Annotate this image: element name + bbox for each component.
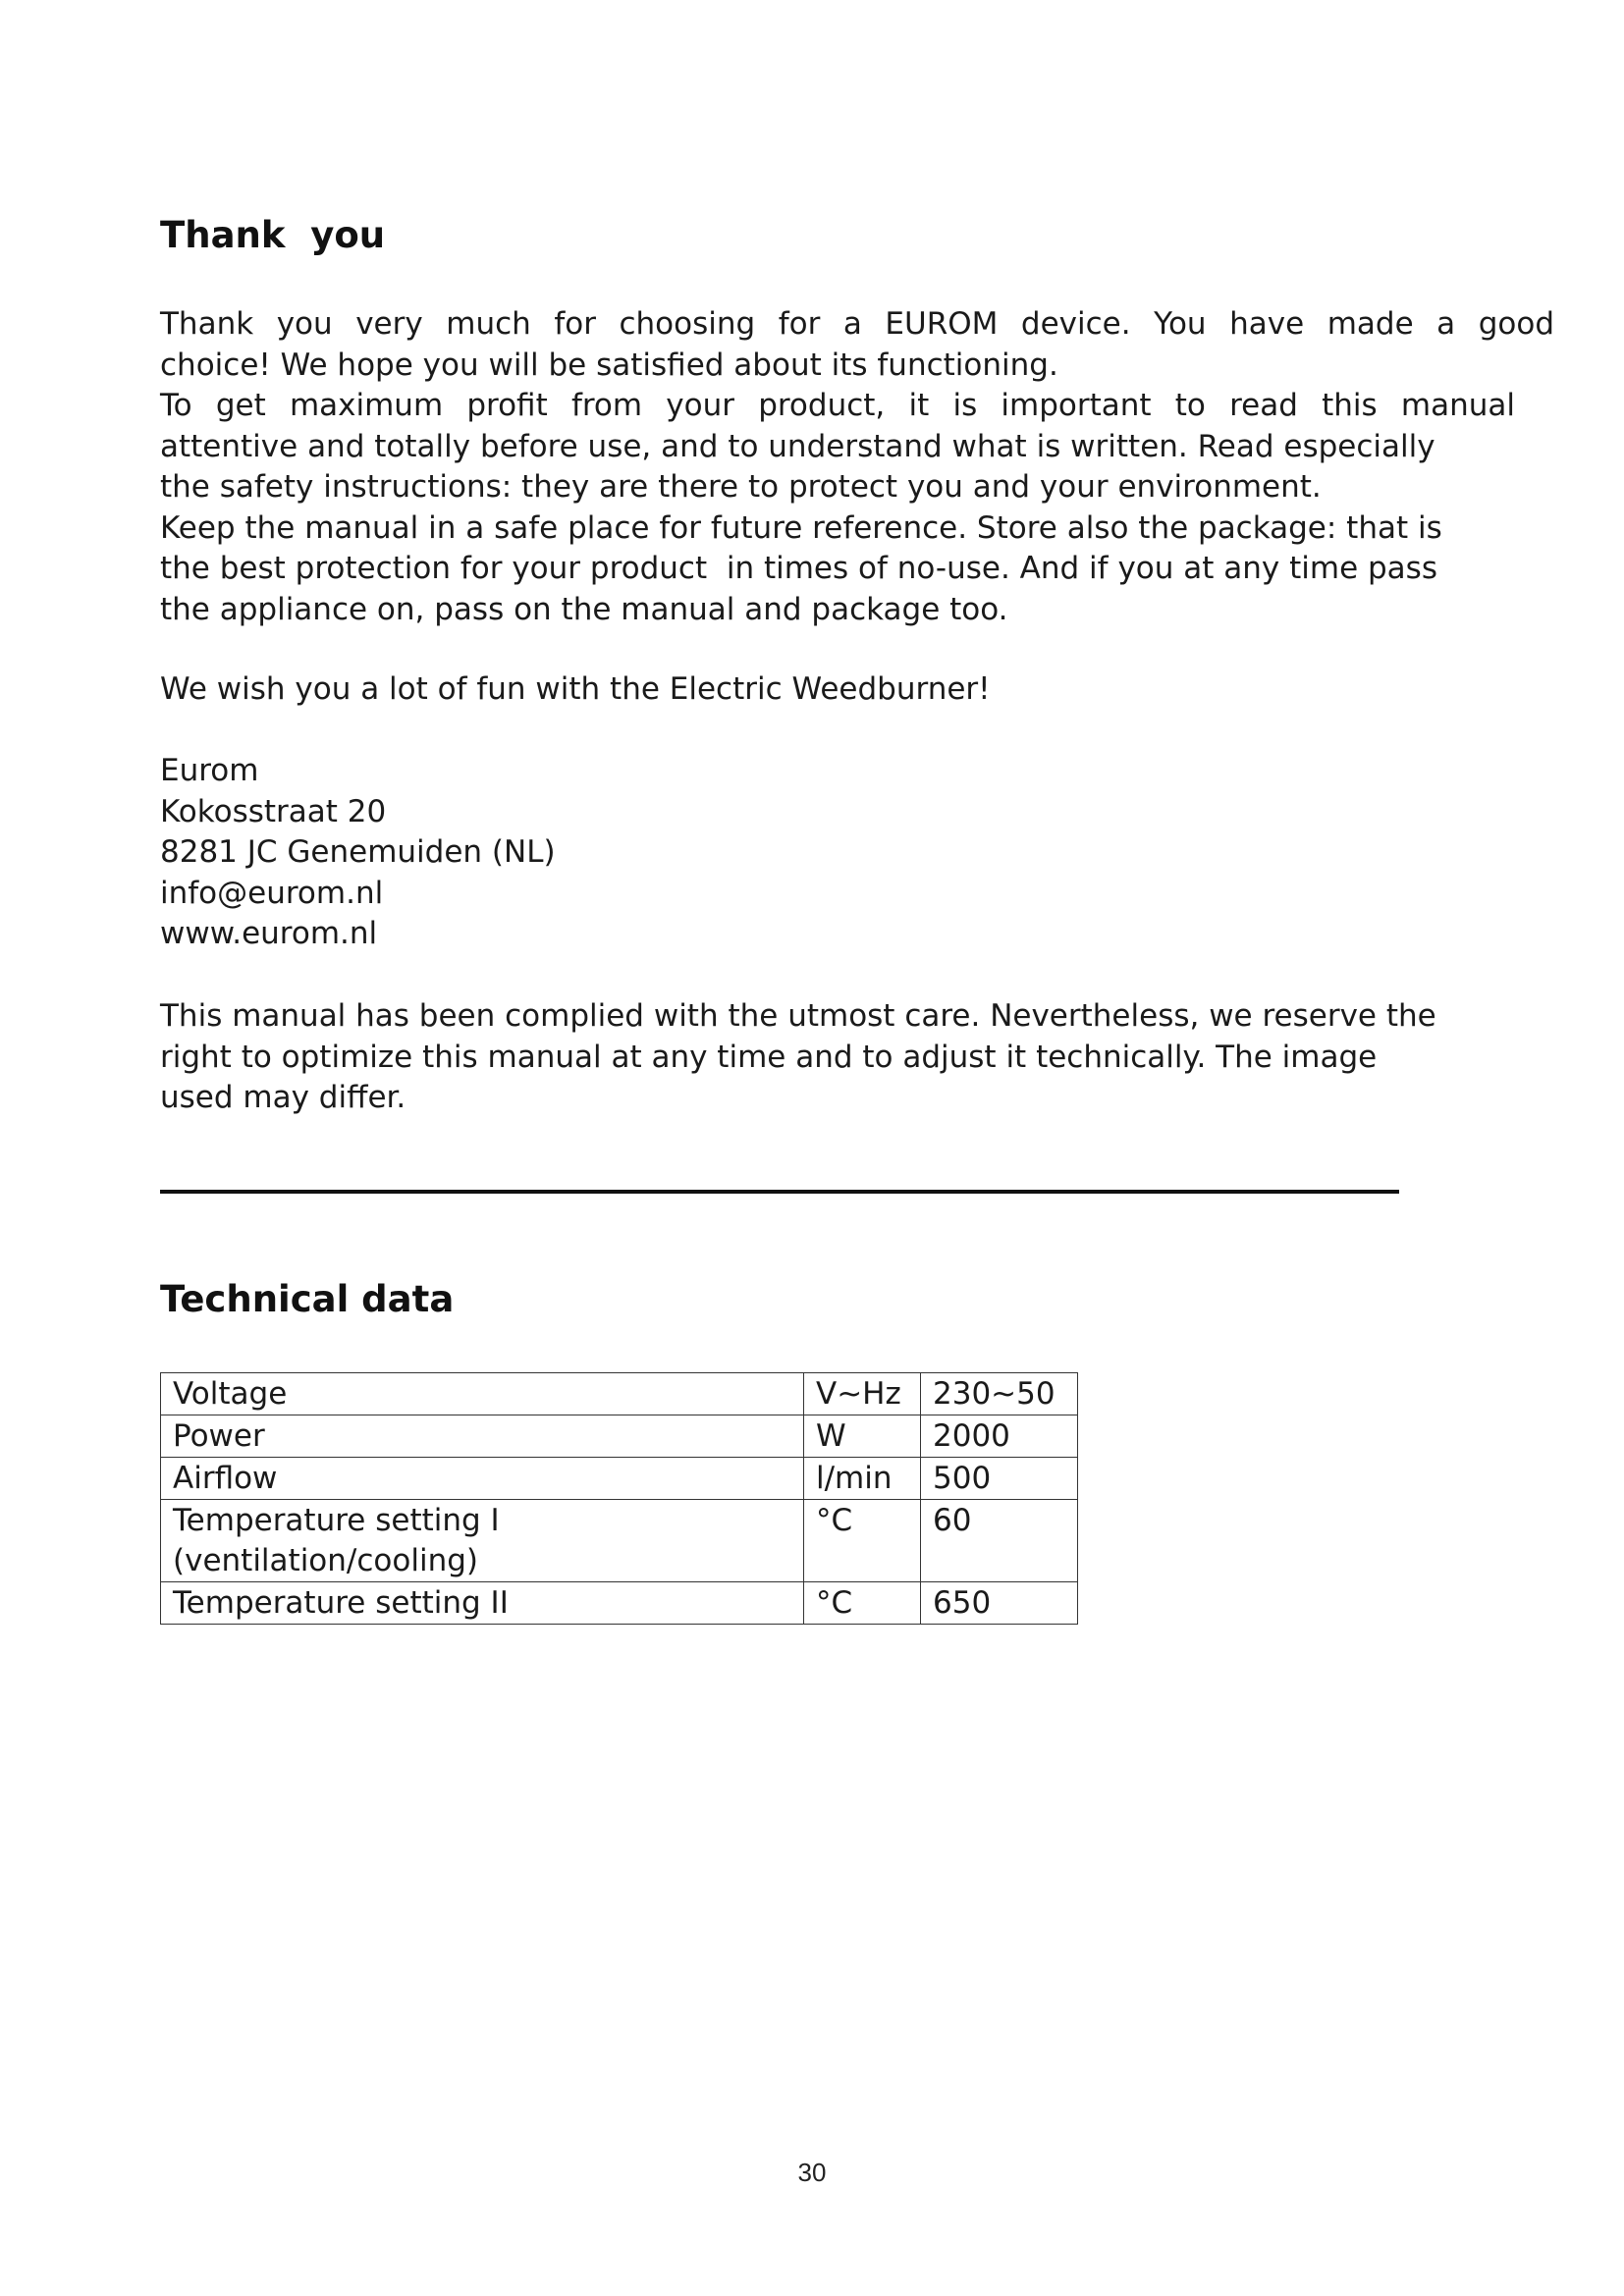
page-number: 30 [797,2158,827,2187]
unit-cell: V~Hz [804,1373,921,1415]
wish-text [160,669,1554,711]
intro-line: the best protection for your product in times of no-use. And if you at any time pass [160,551,1437,586]
table-row [161,1582,1078,1625]
intro-line: To get maximum profit from your product, it is important to read this manual [160,388,1515,423]
disclaimer-line: This manual has been complied with the utmost care. Nevertheless, we reserve the [160,998,1436,1034]
intro-line: attentive and totally before use, and to understand what is written. Read especially [160,428,1435,464]
value-cell: 500 [921,1458,1078,1500]
intro-line: Keep the manual in a safe place for future reference. Store also the package: that is [160,509,1442,546]
technical-data-heading: Technical data [160,1278,455,1320]
value-cell: 230~50 [921,1373,1078,1415]
wish-line: We wish you a lot of fun with the Electric Weedburner! [160,671,991,707]
parameter-cell: Power [161,1415,804,1458]
parameter-cell: Airflow [161,1458,804,1500]
website-address: www.eurom.nl [160,916,378,951]
street-address: Kokosstraat 20 [160,793,387,829]
value-cell: 60 [921,1500,1078,1582]
table-row [161,1500,1078,1582]
disclaimer-line: used may differ. [160,1080,406,1115]
table-row [161,1415,1078,1458]
table-row [161,1373,1078,1415]
intro-paragraph [160,304,1554,630]
thank-you-heading: Thank you [160,214,386,256]
intro-line: Thank you very much for choosing for a EUROM device. You have made a good [160,306,1554,342]
intro-line: choice! We hope you will be satisfied about its functioning. [160,347,1058,383]
intro-line: the appliance on, pass on the manual and package too. [160,591,1008,627]
unit-cell: °C [804,1582,921,1625]
disclaimer-line: right to optimize this manual at any time and to adjust it technically. The image [160,1039,1378,1075]
parameter-cell: Voltage [161,1373,804,1415]
city-address: 8281 JC Genemuiden (NL) [160,834,556,870]
unit-cell: °C [804,1500,921,1582]
value-cell: 2000 [921,1415,1078,1458]
disclaimer-paragraph [160,996,1554,1119]
unit-cell: l/min [804,1458,921,1500]
section-divider [160,1190,1399,1194]
company-name: Eurom [160,753,259,788]
technical-data-table [160,1372,1078,1625]
company-address [160,751,1554,955]
unit-cell: W [804,1415,921,1458]
value-cell: 650 [921,1582,1078,1625]
parameter-cell: Temperature setting II [161,1582,804,1625]
parameter-cell: Temperature setting I (ventilation/cooling) [161,1500,804,1582]
email-address: info@eurom.nl [160,875,384,911]
intro-line: the safety instructions: they are there to protect you and your environment. [160,469,1322,505]
table-row [161,1458,1078,1500]
